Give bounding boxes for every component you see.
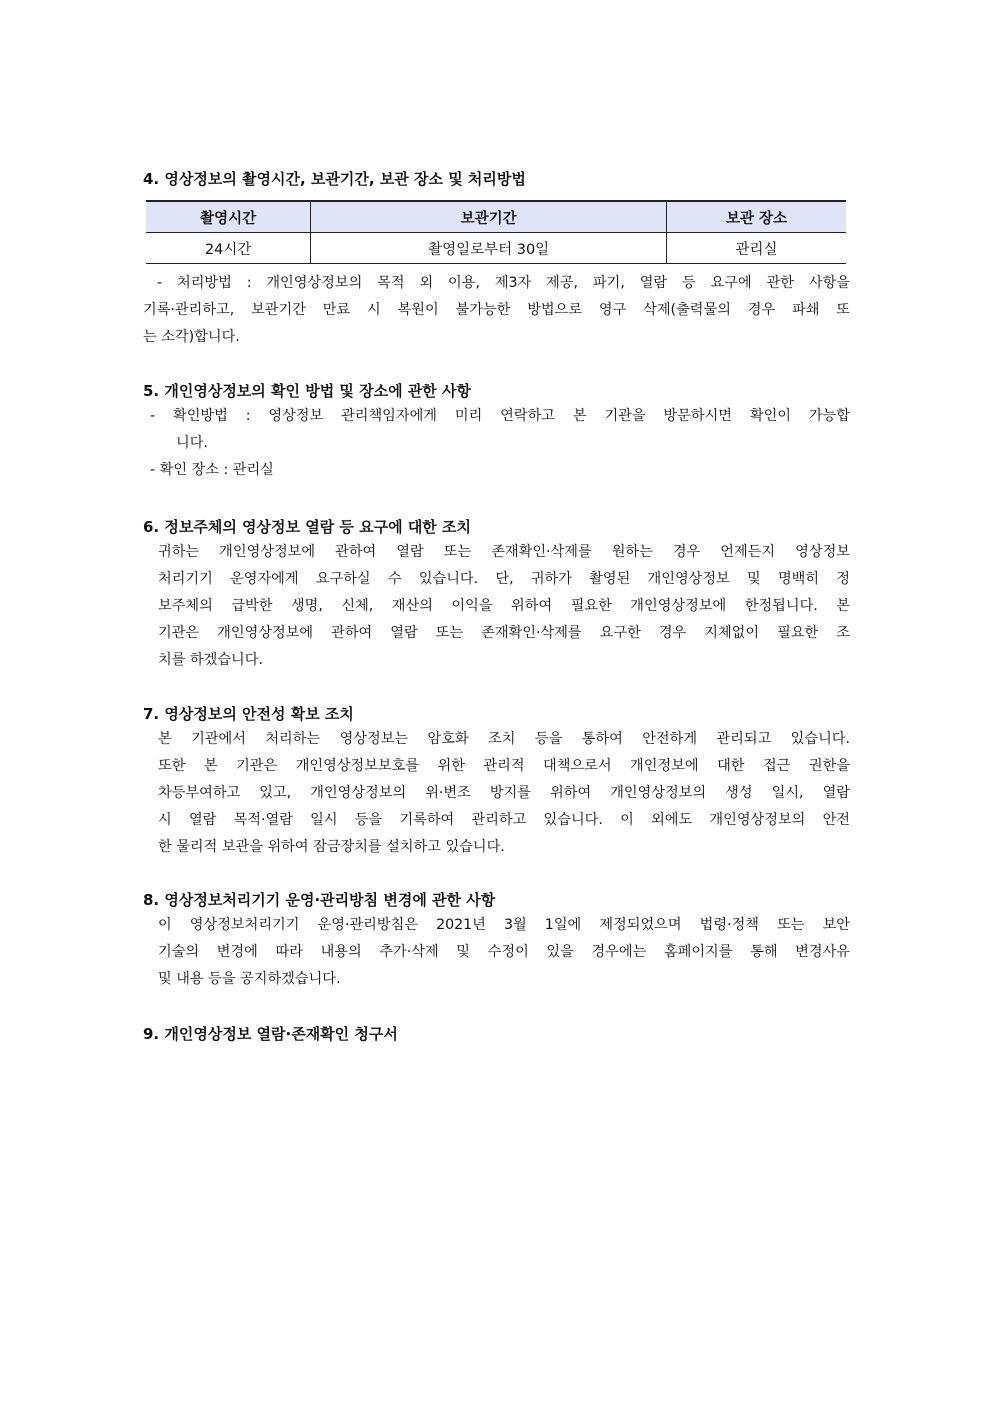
- section-4-line: 기록·관리하고, 보관기간 만료 시 복원이 불가능한 방법으로 영구 삭제(출력물의 경우 파쇄 또: [143, 302, 850, 318]
- section-7-line: 또한 본 기관은 개인영상정보보호를 위한 관리적 대책으로서 개인정보에 대한 접근 권한을: [158, 758, 850, 774]
- section-4-line: 는 소각)합니다.: [143, 329, 240, 345]
- header-recording-time: 촬영시간: [146, 201, 311, 233]
- section-5-title: 5. 개인영상정보의 확인 방법 및 장소에 관한 사항: [143, 382, 472, 400]
- table-header-row: [146, 201, 846, 233]
- section-4-title: 4. 영상정보의 촬영시간, 보관기간, 보관 장소 및 처리방법: [143, 170, 526, 188]
- header-retention-period: 보관기간: [311, 201, 667, 233]
- section-7-line: 본 기관에서 처리하는 영상정보는 암호화 조치 등을 통하여 안전하게 관리되고 있습니다.: [158, 731, 850, 747]
- section-7-line: 차등부여하고 있고, 개인영상정보의 위·변조 방지를 위하여 개인영상정보의 생성 일시, 열람: [158, 785, 850, 801]
- section-9-title: 9. 개인영상정보 열람·존재확인 청구서: [143, 1025, 398, 1043]
- section-4-body: [143, 270, 850, 351]
- section-8-line: 기술의 변경에 따라 내용의 추가·삭제 및 수정이 있을 경우에는 홈페이지를 통해 변경사유: [158, 944, 850, 960]
- section-5-line: - 확인방법 : 영상정보 관리책임자에게 미리 연락하고 본 기관을 방문하시면 확인이 가능합: [150, 408, 850, 424]
- section-4-line: - 처리방법 : 개인영상정보의 목적 외 이용, 제3자 제공, 파기, 열람 등 요구에 관한 사항을: [157, 275, 850, 291]
- section-8-title: 8. 영상정보처리기기 운영·관리방침 변경에 관한 사항: [143, 891, 496, 909]
- section-8-body: [158, 912, 850, 993]
- section-5-line: - 확인 장소 : 관리실: [150, 462, 274, 478]
- table-row: [146, 233, 846, 264]
- section-6-line: 귀하는 개인영상정보에 관하여 열람 또는 존재확인·삭제를 원하는 경우 언제든지 영상정보: [158, 544, 850, 560]
- cell-recording-time: 24시간: [146, 233, 311, 264]
- section-7-line: 시 열람 목적·열람 일시 등을 기록하여 관리하고 있습니다. 이 외에도 개인영상정보의 안전: [158, 812, 850, 828]
- cell-retention-period: 촬영일로부터 30일: [311, 233, 667, 264]
- section-6-body: [158, 539, 850, 674]
- section-8-line: 및 내용 등을 공지하겠습니다.: [158, 971, 341, 987]
- section-7-body: [158, 726, 850, 861]
- section-6-title: 6. 정보주체의 영상정보 열람 등 요구에 대한 조치: [143, 518, 472, 536]
- section-7-line: 한 물리적 보관을 위하여 잠금장치를 설치하고 있습니다.: [158, 839, 505, 855]
- section-5-line: 니다.: [176, 435, 208, 451]
- section-6-line: 치를 하겠습니다.: [158, 652, 263, 668]
- section-6-line: 기관은 개인영상정보에 관하여 열람 또는 존재확인·삭제를 요구한 경우 지체없이 필요한 조: [158, 625, 850, 641]
- section-6-line: 보주체의 급박한 생명, 신체, 재산의 이익을 위하여 필요한 개인영상정보에 한정됩니다. 본: [158, 598, 850, 614]
- section-6-line: 처리기기 운영자에게 요구하실 수 있습니다. 단, 귀하가 촬영된 개인영상정보 및 명백히 정: [158, 571, 850, 587]
- section-8-line: 이 영상정보처리기기 운영·관리방침은 2021년 3월 1일에 제정되었으며 법령·정책 또는 보안: [158, 917, 850, 933]
- cell-storage-location: 관리실: [667, 233, 846, 264]
- section-7-title: 7. 영상정보의 안전성 확보 조치: [143, 705, 354, 723]
- header-storage-location: 보관 장소: [667, 201, 846, 233]
- section-5-body: [150, 403, 850, 484]
- retention-table: [146, 200, 846, 264]
